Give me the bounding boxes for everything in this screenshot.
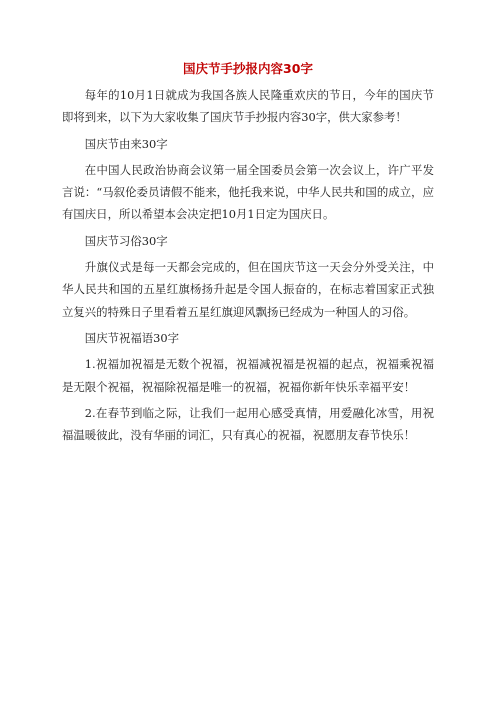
- document-page: [62, 60, 434, 450]
- intro-paragraph: 每年的10月1日就成为我国各族人民隆重欢庆的节日，今年的国庆节即将到来，以下为大家收集了国庆节手抄报内容30字，供大家参考！: [62, 88, 434, 125]
- section-paragraph: 1.祝福加祝福是无数个祝福，祝福减祝福是祝福的起点，祝福乘祝福是无限个祝福，祝福除祝福是唯一的祝福，祝福你新年快乐幸福平安！: [62, 357, 434, 394]
- section-heading-blessings: 国庆节祝福语30字: [84, 330, 180, 345]
- section-heading-origin: 国庆节由来30字: [84, 136, 168, 151]
- section-heading-customs: 国庆节习俗30字: [84, 233, 168, 248]
- document-title: 国庆节手抄报内容30字: [183, 61, 313, 76]
- section-paragraph: 在中国人民政治协商会议第一届全国委员会第一次会议上，许广平发言说：“马叙伦委员请假不能来，他托我来说，中华人民共和国的成立，应有国庆日，所以希望本会决定把10月1日定为国庆日。: [62, 162, 434, 222]
- section-paragraph: 2.在春节到临之际，让我们一起用心感受真情，用爱融化冰雪，用祝福温暖彼此，没有华丽的词汇，只有真心的祝福，祝愿朋友春节快乐！: [62, 405, 434, 443]
- section-paragraph: 升旗仪式是每一天都会完成的，但在国庆节这一天会分外受关注，中华人民共和国的五星红旗杨扬升起是令国人振奋的，在标志着国家正式独立复兴的特殊日子里看着五星红旗迎风飘扬已经成为一种国人的习俗。: [62, 260, 434, 319]
